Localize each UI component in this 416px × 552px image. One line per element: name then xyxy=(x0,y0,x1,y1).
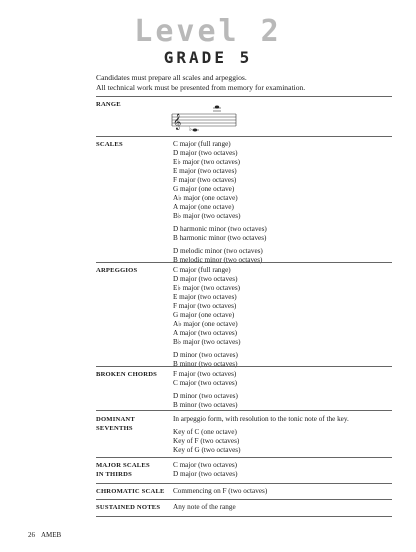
list-item: E♭ major (two octaves) xyxy=(173,158,241,166)
sustained-notes-text xyxy=(173,503,236,512)
arpeggios-list xyxy=(173,266,240,369)
list-item: F major (two octaves) xyxy=(173,370,237,378)
list-item: G major (one octave) xyxy=(173,311,235,319)
intro-text xyxy=(96,73,396,93)
major-scales-thirds-label xyxy=(96,461,150,479)
section-divider xyxy=(96,410,392,411)
list-item: A♭ major (one octave) xyxy=(173,194,238,202)
page-footer xyxy=(28,531,61,539)
major-scales-thirds-list xyxy=(173,461,237,479)
page-number: 26 xyxy=(28,531,35,539)
label-line: DOMINANT xyxy=(96,416,135,423)
section-note: In arpeggio form, with resolution to the tonic note of the key. xyxy=(173,415,349,423)
list-item: C major (two octaves) xyxy=(173,461,238,469)
list-item: F major (two octaves) xyxy=(173,302,237,310)
label-line: IN THIRDS xyxy=(96,471,132,478)
list-item: B♭ major (two octaves) xyxy=(173,212,241,220)
range-staff xyxy=(170,104,240,134)
chromatic-scale-label: CHROMATIC SCALE xyxy=(96,488,165,495)
section-divider xyxy=(96,499,392,500)
list-item: C major (two octaves) xyxy=(173,379,238,387)
list-item: B♭ major (two octaves) xyxy=(173,338,241,346)
publisher-name: AMEB xyxy=(41,531,62,539)
intro-line: Candidates must prepare all scales and arpeggios. xyxy=(96,73,247,82)
list-item: D minor (two octaves) xyxy=(173,392,238,400)
section-divider xyxy=(96,457,392,458)
scales-label: SCALES xyxy=(96,141,123,148)
treble-clef-icon: 𝄞 xyxy=(173,114,182,130)
list-item: B melodic minor (two octaves) xyxy=(173,256,263,264)
dominant-sevenths-label xyxy=(96,415,135,433)
list-item: B harmonic minor (two octaves) xyxy=(173,234,267,242)
list-item: D major (two octaves) xyxy=(173,275,238,283)
list-item: C major (full range) xyxy=(173,266,231,274)
arpeggios-label: ARPEGGIOS xyxy=(96,267,138,274)
list-item: E♭ major (two octaves) xyxy=(173,284,241,292)
list-item: A major (two octaves) xyxy=(173,329,238,337)
section-divider xyxy=(96,262,392,263)
list-item: A♭ major (one octave) xyxy=(173,320,238,328)
dominant-sevenths-list xyxy=(173,415,349,455)
list-item: Key of G (two octaves) xyxy=(173,446,241,454)
scales-list xyxy=(173,140,267,265)
list-item: D major (two octaves) xyxy=(173,470,238,478)
broken-chords-label: BROKEN CHORDS xyxy=(96,371,158,378)
section-divider xyxy=(96,96,392,97)
list-item: B minor (two octaves) xyxy=(173,360,238,368)
list-item: Key of C (one octave) xyxy=(173,428,237,436)
list-item: E major (two octaves) xyxy=(173,293,237,301)
flat-icon: ♭ xyxy=(189,126,192,133)
section-divider xyxy=(96,366,392,367)
grade-heading: GRADE 5 xyxy=(163,48,253,67)
level-heading: Level 2 xyxy=(134,14,282,49)
label-line: SEVENTHS xyxy=(96,425,133,432)
list-item: F major (two octaves) xyxy=(173,176,237,184)
list-item: Any note of the range xyxy=(173,503,236,511)
list-item: D melodic minor (two octaves) xyxy=(173,247,263,255)
range-label: RANGE xyxy=(96,101,121,108)
section-divider xyxy=(96,483,392,484)
section-divider xyxy=(96,136,392,137)
list-item: D major (two octaves) xyxy=(173,149,238,157)
list-item: G major (one octave) xyxy=(173,185,235,193)
list-item: Key of F (two octaves) xyxy=(173,437,240,445)
list-item: E major (two octaves) xyxy=(173,167,237,175)
label-line: MAJOR SCALES xyxy=(96,462,150,469)
list-item: B minor (two octaves) xyxy=(173,401,238,409)
section-divider xyxy=(96,516,392,517)
list-item: D minor (two octaves) xyxy=(173,351,238,359)
list-item: Commencing on F (two octaves) xyxy=(173,487,268,495)
list-item: A major (one octave) xyxy=(173,203,234,211)
sustained-notes-label: SUSTAINED NOTES xyxy=(96,504,161,511)
chromatic-scale-text xyxy=(173,487,267,496)
list-item: D harmonic minor (two octaves) xyxy=(173,225,267,233)
intro-line: All technical work must be presented from memory for examination. xyxy=(96,83,306,92)
list-item: C major (full range) xyxy=(173,140,231,148)
high-note-icon xyxy=(215,106,219,109)
broken-chords-list xyxy=(173,370,238,410)
